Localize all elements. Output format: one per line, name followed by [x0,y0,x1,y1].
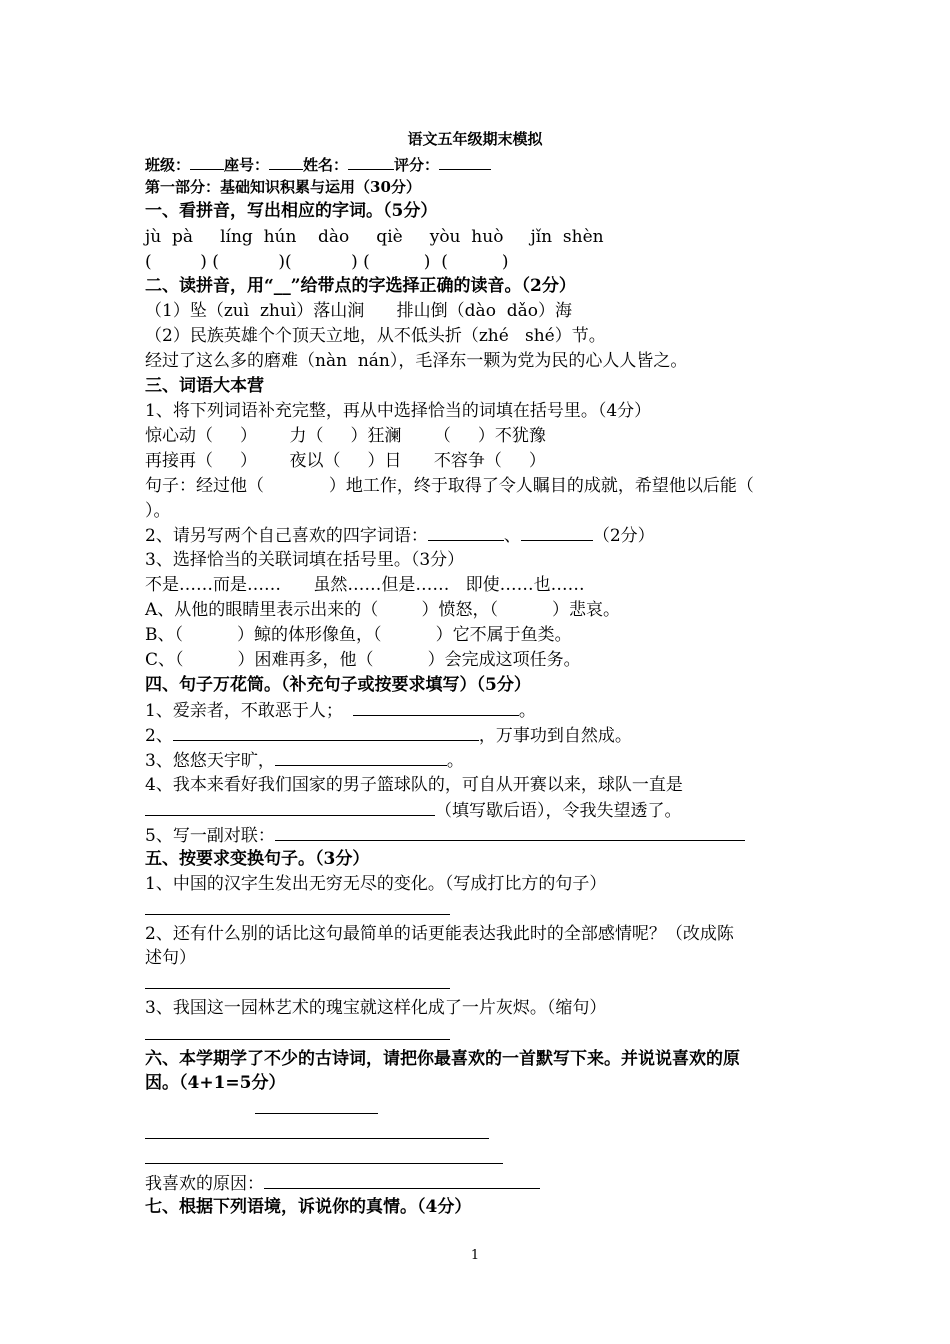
seat-label: 座号： [224,156,270,174]
answer-blank[interactable] [353,699,519,716]
section-6-heading-line-1: 六、本学期学了不少的古诗词，请把你最喜欢的一首默写下来。并说说喜欢的原 [145,1049,740,1069]
seat-blank[interactable] [269,153,303,170]
question-3-1: 1、将下列词语补充完整，再从中选择恰当的词填在括号里。（4分） [145,401,652,421]
period: 。 [446,751,464,771]
section-1-heading: 一、看拼音，写出相应的字词。（5分） [145,201,438,221]
answer-blank[interactable] [145,799,435,816]
question-3-2 [145,524,655,547]
conjunction-options: 不是……而是…… 虽然……但是…… 即使……也…… [145,575,585,595]
question-4-4-continued [145,799,682,822]
question-3-2-text: 2、请另写两个自己喜欢的四字词语： [145,526,428,546]
score-blank[interactable] [439,153,491,170]
question-4-2-text: ，万事功到自然成。 [478,726,632,746]
section-7-heading: 七、根据下列语境，诉说你的真情。（4分） [145,1197,472,1217]
question-3-3: 3、选择恰当的关联词填在括号里。（3分） [145,550,465,570]
conjunction-item-a: A、从他的眼睛里表示出来的（ ）愤怒，（ ）悲哀。 [145,600,621,620]
class-label: 班级： [145,156,191,174]
question-4-1-text: 1、爱亲者，不敢恶于人； [145,701,343,721]
poem-line[interactable] [145,1163,503,1164]
class-blank[interactable] [190,153,224,170]
question-4-5 [145,824,745,847]
name-label: 姓名： [303,156,349,174]
poem-title-line[interactable] [255,1113,378,1114]
section-4-heading: 四、句子万花筒。（补充句子或按要求填写）（5分） [145,675,531,695]
question-4-3-text: 3、悠悠天宇旷， [145,751,275,771]
part-one-heading: 第一部分：基础知识积累与运用（30分） [145,178,421,196]
answer-brackets-row[interactable]: ( ) ( )( ) ( ) ( ) [145,252,509,272]
question-5-3: 3、我国这一园林艺术的瑰宝就这样化成了一片灰烬。（缩句） [145,998,607,1018]
answer-line[interactable] [145,1039,450,1040]
question-4-3 [145,749,464,772]
page-title: 语文五年级期末模拟 [407,130,543,148]
name-blank[interactable] [348,153,394,170]
question-5-1: 1、中国的汉字生发出无穷无尽的变化。（写成打比方的句子） [145,874,607,894]
question-4-5-text: 5、写一副对联： [145,826,275,846]
section-3-heading: 三、词语大本营 [145,376,264,396]
couplet-blank[interactable] [275,824,745,841]
conjunction-item-c: C、（ ）困难再多，他（ ）会完成这项任务。 [145,650,581,670]
period: 。 [518,701,536,721]
question-5-2-line-2: 述句） [145,948,196,968]
question-4-2-number: 2、 [145,726,173,746]
question-4-1 [145,699,536,722]
answer-blank[interactable] [173,724,479,741]
question-4-4: 4、我本来看好我们国家的男子篮球队的，可自从开赛以来，球队一直是 [145,775,683,795]
question-2-2: （2）民族英雄个个顶天立地，从不低头折（zhé shé）节。 [145,326,606,346]
question-4-2 [145,724,632,747]
reason-line [145,1172,540,1195]
idiom-row-1: 惊心动（ ） 力（ ）狂澜 （ ）不犹豫 [145,426,546,446]
student-info-line [145,153,491,176]
score-label: 评分： [394,156,440,174]
word-blank-1[interactable] [428,524,504,541]
section-2-heading: 二、读拼音，用“__”给带点的字选择正确的读音。（2分） [145,276,576,296]
page-number: 1 [470,1248,480,1263]
word-blank-2[interactable] [521,524,593,541]
points-note: （2分） [592,526,655,546]
answer-line[interactable] [145,914,450,915]
separator: 、 [503,526,521,546]
question-5-2-line-1: 2、还有什么别的话比这句最简单的话更能表达我此时的全部感情呢？（改成陈 [145,924,734,944]
reason-label: 我喜欢的原因： [145,1174,264,1194]
question-4-4-tail: （填写歇后语），令我失望透了。 [435,801,682,821]
question-2-3: 经过了这么多的磨难（nàn nán），毛泽东一颗为党为民的心人人皆之。 [145,351,688,371]
pinyin-row: jù pà líng hún dào qiè yòu huò jǐn shèn [145,227,604,247]
idiom-sentence-line-2: ）。 [145,501,171,521]
poem-line[interactable] [145,1138,489,1139]
reason-blank[interactable] [264,1172,540,1189]
question-2-1: （1）坠（zuì zhuì）落山涧 排山倒（dào dǎo）海 [145,301,572,321]
answer-blank[interactable] [275,749,447,766]
section-6-heading-line-2: 因。（4+1=5分） [145,1073,286,1093]
idiom-sentence-line-1: 句子：经过他（ ）地工作，终于取得了令人瞩目的成就，希望他以后能（ [145,476,754,496]
answer-line[interactable] [145,988,450,989]
section-5-heading: 五、按要求变换句子。（3分） [145,849,370,869]
conjunction-item-b: B、（ ）鲸的体形像鱼，（ ）它不属于鱼类。 [145,625,572,645]
idiom-row-2: 再接再（ ） 夜以（ ）日 不容争（ ） [145,451,546,471]
